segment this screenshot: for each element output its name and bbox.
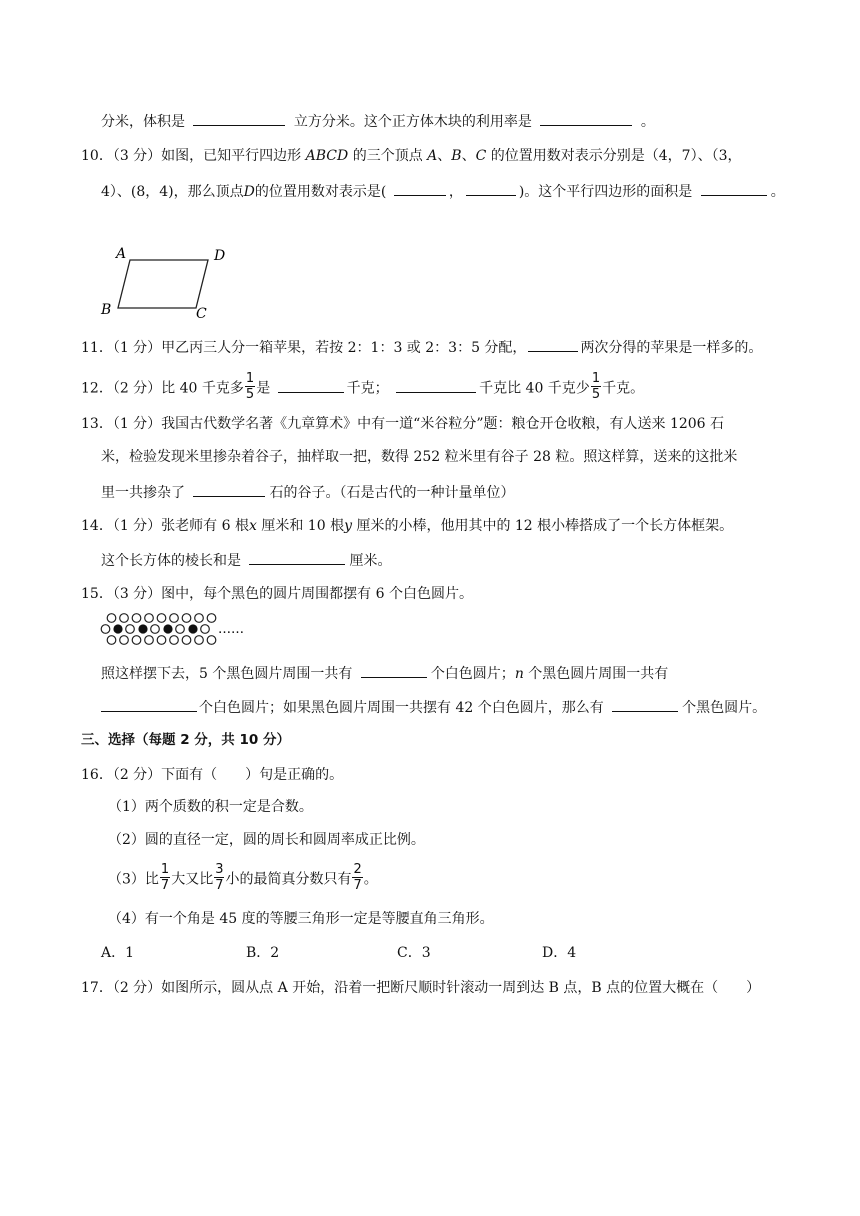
answer-blank[interactable]: [101, 696, 197, 712]
white-circle: [120, 636, 129, 645]
white-circle: [195, 614, 204, 623]
black-circle: [138, 624, 147, 633]
answer-blank[interactable]: [278, 377, 344, 393]
q11: 11．（1 分）甲乙丙三人分一箱苹果，若按 2：1：3 或 2：3：5 分配， 两次分得的苹果是一样多的。: [81, 336, 762, 358]
black-circle: [188, 624, 197, 633]
fraction: $\frac{3}{7}$: [215, 862, 224, 893]
white-circle: [195, 636, 204, 645]
white-circle: [107, 614, 116, 623]
q13-line-2: 米，检验发现米里掺杂着谷子，抽样取一把，数得 252 粒米里有谷子 28 粒。照这样算，送来的这批米: [101, 449, 738, 465]
white-circle: [207, 636, 216, 645]
parallelogram-figure: [96, 240, 236, 322]
white-circle: [157, 614, 166, 623]
q15-line-1: 15．（3 分）图中，每个黑色的圆片周围都摆有 6 个白色圆片。: [81, 586, 473, 602]
q10-line-1: 10．（3 分）如图，已知平行四边形 ABCD 的三个顶点 A、B、C 的位置用数对表示分别是（4，7）、（3，: [81, 148, 742, 164]
q9-continuation: 分米，体积是 立方分米。这个正方体木块的利用率是 。: [101, 110, 655, 132]
q10-line-2: 4）、(8，4)，那么顶点D的位置用数对表示是( ， )。这个平行四边形的面积是 。: [101, 180, 785, 202]
parallelogram-shape: [118, 260, 208, 308]
fraction: $\frac{1}{5}$: [591, 371, 601, 402]
q16-statement-3: （3）比 $\frac{1}{7}$ 大又比 $\frac{3}{7}$ 小的最简真分数只有 $\frac{2}{7}$ 。: [108, 862, 378, 893]
white-circle: [132, 636, 141, 645]
white-circle: [170, 614, 179, 623]
answer-blank[interactable]: [361, 662, 427, 678]
fraction: $\frac{1}{7}$: [160, 862, 170, 893]
white-circle: [170, 636, 179, 645]
question-number: 11．: [81, 340, 113, 356]
white-circle: [157, 636, 166, 645]
q13-line-1: 13．（1 分）我国古代数学名著《九章算术》中有一道“米谷粒分”题：粮仓开仓收粮，有人送来 1206 石: [81, 416, 725, 432]
white-circle: [107, 636, 116, 645]
q12: 12．（2 分）比 40 千克多 $\frac{1}{5}$ 是 千克； 千克比 40 千克少 $\frac{1}{5}$ 千克。: [81, 371, 645, 402]
vertex-label-d: D: [214, 248, 226, 264]
white-circle: [101, 625, 110, 634]
white-circle: [201, 625, 210, 634]
q16-statement-1: （1）两个质数的积一定是合数。: [108, 799, 313, 815]
answer-blank[interactable]: [249, 549, 345, 565]
option-c[interactable]: C．3: [397, 945, 431, 961]
white-circle: [145, 636, 154, 645]
white-circle: [126, 625, 135, 634]
question-number: 17．: [81, 980, 113, 996]
vertex-label-a: A: [116, 246, 127, 262]
answer-blank[interactable]: [193, 481, 265, 497]
q14-line-2: 这个长方体的棱长和是 厘米。: [101, 549, 391, 571]
white-circle: [145, 614, 154, 623]
question-number: 16．: [81, 767, 113, 783]
option-b[interactable]: B．2: [246, 945, 280, 961]
answer-blank[interactable]: [394, 180, 446, 196]
answer-blank[interactable]: [528, 336, 578, 352]
answer-blank[interactable]: [396, 377, 476, 393]
white-circle: [182, 614, 191, 623]
q16-statement-4: （4）有一个角是 45 度的等腰三角形一定是等腰直角三角形。: [108, 911, 494, 927]
question-number: 12．: [81, 380, 113, 397]
white-circle: [151, 625, 160, 634]
option-d[interactable]: D．4: [542, 945, 577, 961]
black-circle: [163, 624, 172, 633]
q15-line-3: 个白色圆片；如果黑色圆片周围一共摆有 42 个白色圆片，那么有 个黑色圆片。: [101, 696, 766, 718]
q17-stem: 17．（2 分）如图所示，圆从点 A 开始，沿着一把断尺顺时针滚动一周到达 B 点，B 点的位置大概在（ ）: [81, 980, 761, 996]
question-number: 14．: [81, 518, 113, 534]
fraction: $\frac{2}{7}$: [353, 862, 362, 893]
answer-blank[interactable]: [466, 180, 516, 196]
white-circle: [182, 636, 191, 645]
question-number: 13．: [81, 416, 113, 432]
question-number: 15．: [81, 586, 113, 602]
white-circle: [207, 614, 216, 623]
white-circle: [176, 625, 185, 634]
q13-line-3: 里一共掺杂了 石的谷子。（石是古代的一种计量单位）: [101, 481, 514, 503]
answer-blank[interactable]: [701, 180, 767, 196]
q14-line-1: 14．（1 分）张老师有 6 根x 厘米和 10 根y 厘米的小棒，他用其中的 12 根小棒搭成了一个长方体框架。: [81, 518, 734, 534]
section-heading: 三、选择（每题 2 分，共 10 分）: [81, 732, 290, 748]
question-number: 10．: [81, 148, 113, 164]
answer-blank[interactable]: [193, 110, 285, 126]
option-a[interactable]: A．1: [101, 945, 135, 961]
circle-pattern-figure: [100, 611, 260, 647]
white-circle: [120, 614, 129, 623]
q15-line-2: 照这样摆下去，5 个黑色圆片周围一共有 个白色圆片；n 个黑色圆片周围一共有: [101, 662, 668, 684]
fraction: $\frac{1}{5}$: [245, 371, 255, 402]
q16-statement-2: （2）圆的直径一定，圆的周长和圆周率成正比例。: [108, 832, 425, 848]
answer-blank[interactable]: [612, 696, 678, 712]
white-circle: [132, 614, 141, 623]
q16-stem: 16．（2 分）下面有（ ）句是正确的。: [81, 767, 344, 783]
black-circle: [113, 624, 122, 633]
vertex-label-b: B: [101, 302, 112, 318]
vertex-label-c: C: [196, 306, 207, 322]
answer-blank[interactable]: [540, 110, 632, 126]
ellipsis: ……: [218, 622, 244, 637]
